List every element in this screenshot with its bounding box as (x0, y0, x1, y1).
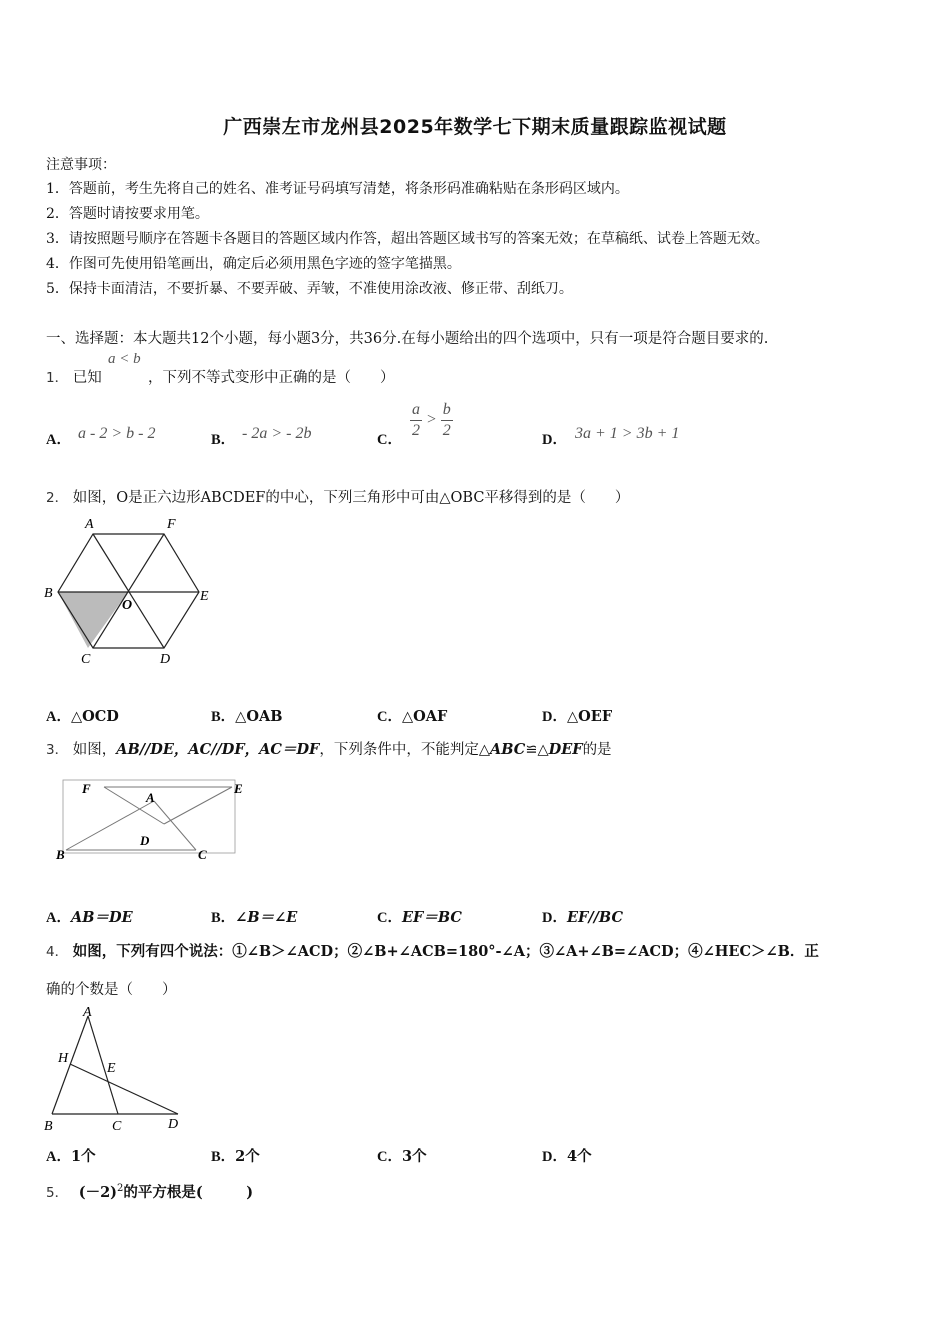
vertex-label: C (81, 652, 91, 667)
option-math: 3a + 1 > 3b + 1 (575, 425, 680, 442)
comparison-operator: > (426, 411, 437, 429)
vertex-label: A (83, 1005, 92, 1020)
option-text: △OEF (566, 708, 613, 725)
option-math: a - 2 > b - 2 (78, 425, 156, 442)
fraction-denominator: 2 (412, 422, 420, 439)
triangle-name: ABC (490, 741, 526, 758)
option-d[interactable] (542, 906, 623, 927)
option-a[interactable] (46, 906, 133, 927)
expression-base: (－2) (78, 1184, 118, 1201)
option-label: C． (377, 432, 402, 448)
question-text: 已知 (72, 370, 102, 386)
vertex-label: C (112, 1119, 122, 1134)
option-d[interactable] (542, 428, 567, 449)
vertex-label: D (160, 652, 171, 667)
triangle-figure (40, 1004, 190, 1134)
question-text: 的是 (582, 742, 612, 758)
question-text: ，下列不等式变形中正确的是（ ） (148, 370, 395, 386)
option-label: D． (542, 910, 567, 926)
option-label: A． (46, 432, 71, 448)
notice-item: 3．请按照题号顺序在答题卡各题目的答题区域内作答，超出答题区域书写的答案无效；在草稿纸、试卷上答题无效。 (46, 231, 769, 247)
vertex-label: F (82, 781, 91, 796)
option-b[interactable] (211, 1145, 260, 1166)
option-label: C． (377, 910, 402, 926)
hexagon-figure (40, 512, 220, 668)
vertex-label: O (122, 598, 133, 613)
vertex-label: B (44, 586, 53, 601)
option-text: 4个 (566, 1148, 592, 1165)
question-text: 如图， (72, 742, 117, 758)
vertex-label: H (58, 1051, 69, 1066)
vertex-label: A (146, 790, 155, 805)
vertex-label: E (234, 781, 243, 796)
question-5 (46, 1181, 253, 1202)
question-number: 4． (46, 944, 69, 960)
option-label: B． (211, 432, 236, 448)
option-text: 2个 (235, 1148, 260, 1165)
fraction-denominator: 2 (442, 422, 451, 439)
question-text: 的平方根是( ) (123, 1184, 254, 1201)
question-3 (46, 738, 612, 759)
option-c[interactable] (377, 705, 447, 726)
option-a[interactable] (46, 705, 119, 726)
option-b[interactable] (211, 906, 297, 927)
page-title: 广西崇左市龙州县2025年数学七下期末质量跟踪监视试题 (223, 116, 727, 138)
given-conditions: AB//DE，AC//DF，AC＝DF (116, 741, 320, 758)
notice-heading: 注意事项： (46, 157, 116, 173)
option-label: C． (377, 1149, 402, 1165)
option-b[interactable] (211, 428, 235, 449)
notice-item: 1．答题前，考生先将自己的姓名、准考证号码填写清楚，将条形码准确粘贴在条形码区域内。 (46, 181, 629, 197)
notice-item: 5．保持卡面清洁，不要折暴、不要弄破、弄皱，不准使用涂改液、修正带、刮纸刀。 (46, 281, 573, 297)
option-label: B． (211, 709, 236, 725)
option-text: EF//BC (566, 909, 623, 926)
condition-math: a < b (108, 351, 141, 367)
option-text: EF＝BC (401, 909, 462, 926)
vertex-label: B (56, 847, 65, 861)
question-number: 3． (46, 742, 69, 758)
vertex-label: C (198, 847, 207, 861)
option-label: C． (377, 709, 402, 725)
question-number: 2． (46, 490, 69, 506)
option-text: 1个 (70, 1148, 96, 1165)
vertex-label: F (167, 517, 176, 532)
option-math: - 2a > - 2b (242, 425, 312, 442)
option-a[interactable] (46, 428, 71, 449)
option-d[interactable] (542, 1145, 592, 1166)
question-2 (46, 486, 629, 507)
option-text: 3个 (401, 1148, 427, 1165)
option-text: △OAF (401, 708, 448, 725)
question-4 (46, 940, 819, 961)
vertex-label: D (168, 1117, 179, 1132)
question-text: 如图，下列有四个说法：①∠B＞∠ACD；②∠B+∠ACB=180°-∠A；③∠A+∠B=∠ACD；④∠HEC＞∠B．正 (72, 943, 819, 960)
question-text: 如图，O是正六边形ABCDEF的中心，下列三角形中可由△OBC平移得到的是（ ） (72, 490, 630, 506)
option-label: A． (46, 910, 71, 926)
expression-exponent: 2 (117, 1183, 124, 1195)
vertex-label: B (44, 1119, 53, 1134)
question-1 (46, 366, 102, 387)
option-label: B． (211, 1149, 236, 1165)
option-label: D． (542, 432, 567, 448)
option-c[interactable] (377, 906, 462, 927)
option-d[interactable] (542, 705, 612, 726)
option-text: ∠B＝∠E (235, 909, 298, 926)
option-b[interactable] (211, 705, 282, 726)
triangle-name: DEF (548, 741, 583, 758)
notice-item: 4．作图可先使用铅笔画出，确定后必须用黑色字迹的签字笔描黑。 (46, 256, 461, 272)
option-a[interactable] (46, 1145, 96, 1166)
vertex-label: D (140, 833, 150, 848)
fraction-numerator: a (410, 400, 422, 421)
option-label: D． (542, 709, 567, 725)
notice-item: 2．答题时请按要求用笔。 (46, 206, 209, 222)
option-label: B． (211, 910, 236, 926)
option-label: A． (46, 709, 71, 725)
congruence-symbol: ≌△ (525, 742, 549, 758)
option-text: △OCD (70, 708, 119, 725)
option-text: △OAB (235, 708, 283, 725)
question-number: 1． (46, 370, 69, 386)
vertex-label: E (107, 1061, 116, 1076)
vertex-label: A (85, 517, 94, 532)
fraction-numerator: b (441, 400, 453, 421)
section-heading: 一、选择题：本大题共12个小题，每小题3分，共36分.在每小题给出的四个选项中，只有一项是符合题目要求的. (46, 331, 769, 347)
question-number: 5． (46, 1185, 69, 1201)
option-label: A． (46, 1149, 71, 1165)
triangles-figure (52, 775, 248, 861)
vertex-label: E (200, 589, 209, 604)
option-c[interactable] (377, 1145, 427, 1166)
option-label: D． (542, 1149, 567, 1165)
option-fraction-math (410, 400, 453, 441)
question-text: ，下列条件中，不能判定△ (319, 742, 490, 758)
option-text: AB＝DE (70, 909, 133, 926)
option-c[interactable] (377, 428, 402, 449)
question-text-continued: 确的个数是（ ） (46, 982, 177, 998)
